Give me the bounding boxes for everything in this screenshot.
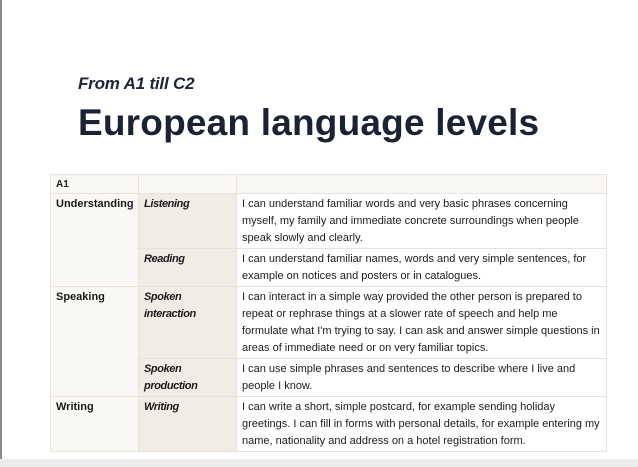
table-row xyxy=(51,287,607,359)
description-listening: I can understand familiar words and very basic phrases concerning myself, my family and immediate concrete surroundings when people speak slowly and clearly. xyxy=(237,194,607,249)
description-spoken-production: I can use simple phrases and sentences to describe where I live and people I know. xyxy=(237,359,607,397)
description-spoken-interaction: I can interact in a simple way provided the other person is prepared to repeat or rephrase things at a slower rate of speech and help me formulate what I'm trying to say. I can ask and answer simple questions in areas of immediate need or on very familiar topics. xyxy=(237,287,607,359)
skill-listening: Listening xyxy=(139,194,237,249)
skill-spoken-production: Spoken production xyxy=(139,359,237,397)
category-writing: Writing xyxy=(51,397,139,452)
level-row-filler xyxy=(237,175,607,194)
table-row xyxy=(51,194,607,249)
page-left-border xyxy=(0,0,2,467)
description-reading: I can understand familiar names, words and very simple sentences, for example on notices and posters or in catalogues. xyxy=(237,249,607,287)
table-row xyxy=(51,397,607,452)
skill-spoken-interaction: Spoken interaction xyxy=(139,287,237,359)
language-levels-table xyxy=(50,174,607,452)
page-title: European language levels xyxy=(78,102,540,143)
page-subtitle: From A1 till C2 xyxy=(78,74,195,93)
description-writing: I can write a short, simple postcard, for example sending holiday greetings. I can fill in forms with personal details, for example entering my name, nationality and address on a hotel registration form. xyxy=(237,397,607,452)
skill-reading: Reading xyxy=(139,249,237,287)
level-row-filler xyxy=(139,175,237,194)
category-speaking: Speaking xyxy=(51,287,139,397)
category-understanding: Understanding xyxy=(51,194,139,287)
level-header-row xyxy=(51,175,607,194)
page-bottom-edge xyxy=(0,459,638,467)
skill-writing: Writing xyxy=(139,397,237,452)
level-label: A1 xyxy=(51,175,139,194)
